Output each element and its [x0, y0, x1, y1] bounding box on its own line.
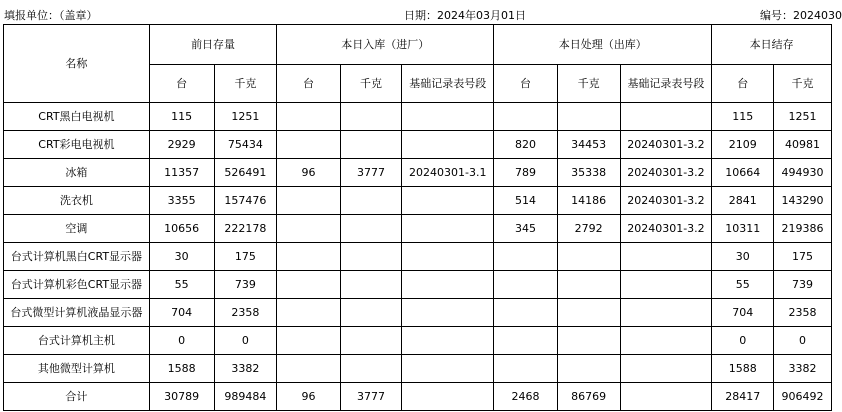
cell-prev-tai: 11357	[149, 159, 214, 187]
cell-out-tai	[494, 103, 558, 131]
col-header-in-record: 基础记录表号段	[402, 65, 494, 103]
cell-prev-kg: 222178	[214, 215, 277, 243]
cell-prev-tai: 1588	[149, 355, 214, 383]
cell-in-record	[402, 215, 494, 243]
cell-name: 冰箱	[4, 159, 150, 187]
report-number: 编号：2024030	[760, 9, 842, 22]
cell-out-record: 20240301-3.2	[620, 187, 712, 215]
cell-out-tai: 514	[494, 187, 558, 215]
cell-out-kg	[557, 299, 620, 327]
cell-in-tai	[277, 355, 340, 383]
cell-name: CRT彩电电视机	[4, 131, 150, 159]
cell-in-tai	[277, 299, 340, 327]
table-row	[4, 243, 832, 271]
cell-out-record: 20240301-3.2	[620, 159, 712, 187]
cell-out-kg	[557, 327, 620, 355]
cell-bal-kg: 3382	[774, 355, 832, 383]
table-row	[4, 187, 832, 215]
cell-bal-kg: 175	[774, 243, 832, 271]
cell-out-tai: 789	[494, 159, 558, 187]
cell-in-kg	[340, 103, 402, 131]
cell-bal-tai: 0	[712, 327, 774, 355]
cell-name: CRT黑白电视机	[4, 103, 150, 131]
cell-bal-kg: 143290	[774, 187, 832, 215]
cell-in-record	[402, 383, 494, 411]
cell-prev-kg: 2358	[214, 299, 277, 327]
cell-bal-tai: 115	[712, 103, 774, 131]
cell-bal-tai: 704	[712, 299, 774, 327]
cell-out-kg	[557, 271, 620, 299]
cell-in-tai	[277, 215, 340, 243]
cell-name: 洗衣机	[4, 187, 150, 215]
cell-prev-tai: 0	[149, 327, 214, 355]
cell-out-record	[620, 355, 712, 383]
cell-bal-tai: 30	[712, 243, 774, 271]
cell-bal-kg: 739	[774, 271, 832, 299]
cell-prev-tai: 704	[149, 299, 214, 327]
col-header-in-kg: 千克	[340, 65, 402, 103]
inventory-table	[3, 24, 832, 411]
cell-name: 空调	[4, 215, 150, 243]
cell-prev-kg: 526491	[214, 159, 277, 187]
cell-prev-tai: 55	[149, 271, 214, 299]
cell-bal-tai: 2841	[712, 187, 774, 215]
col-group-inbound: 本日入库（进厂）	[277, 25, 494, 65]
cell-out-kg: 35338	[557, 159, 620, 187]
cell-prev-kg: 175	[214, 243, 277, 271]
cell-out-kg: 34453	[557, 131, 620, 159]
cell-in-kg	[340, 355, 402, 383]
cell-out-tai	[494, 299, 558, 327]
cell-prev-kg: 739	[214, 271, 277, 299]
col-header-out-kg: 千克	[557, 65, 620, 103]
cell-in-tai: 96	[277, 159, 340, 187]
cell-bal-tai: 2109	[712, 131, 774, 159]
cell-in-tai	[277, 103, 340, 131]
cell-prev-tai: 115	[149, 103, 214, 131]
cell-in-kg	[340, 271, 402, 299]
table-row	[4, 299, 832, 327]
cell-prev-tai: 30	[149, 243, 214, 271]
cell-out-tai: 820	[494, 131, 558, 159]
table-row	[4, 103, 832, 131]
table-row	[4, 131, 832, 159]
cell-bal-kg: 0	[774, 327, 832, 355]
col-group-previous-stock: 前日存量	[149, 25, 276, 65]
cell-out-kg: 14186	[557, 187, 620, 215]
cell-in-record	[402, 187, 494, 215]
cell-in-record: 20240301-3.1	[402, 159, 494, 187]
table-row	[4, 271, 832, 299]
table-row	[4, 355, 832, 383]
cell-in-kg	[340, 215, 402, 243]
cell-prev-kg: 989484	[214, 383, 277, 411]
cell-out-tai	[494, 327, 558, 355]
cell-bal-tai: 55	[712, 271, 774, 299]
cell-in-record	[402, 243, 494, 271]
cell-out-record	[620, 271, 712, 299]
cell-bal-kg: 1251	[774, 103, 832, 131]
cell-name: 台式计算机主机	[4, 327, 150, 355]
report-date: 日期：2024年03月01日	[404, 9, 526, 22]
col-group-balance: 本日结存	[712, 25, 832, 65]
cell-out-record: 20240301-3.2	[620, 215, 712, 243]
cell-in-record	[402, 327, 494, 355]
cell-in-tai	[277, 271, 340, 299]
cell-in-kg: 3777	[340, 159, 402, 187]
cell-prev-kg: 75434	[214, 131, 277, 159]
cell-bal-tai: 28417	[712, 383, 774, 411]
cell-name: 其他微型计算机	[4, 355, 150, 383]
cell-in-kg	[340, 131, 402, 159]
cell-bal-kg: 906492	[774, 383, 832, 411]
cell-bal-kg: 2358	[774, 299, 832, 327]
cell-out-record	[620, 383, 712, 411]
cell-prev-tai: 3355	[149, 187, 214, 215]
cell-bal-kg: 219386	[774, 215, 832, 243]
cell-name: 台式计算机彩色CRT显示器	[4, 271, 150, 299]
cell-in-tai	[277, 187, 340, 215]
cell-in-record	[402, 299, 494, 327]
table-row	[4, 215, 832, 243]
cell-in-record	[402, 355, 494, 383]
cell-in-tai	[277, 243, 340, 271]
cell-out-tai: 345	[494, 215, 558, 243]
cell-name: 台式微型计算机液晶显示器	[4, 299, 150, 327]
cell-out-tai	[494, 355, 558, 383]
cell-out-tai: 2468	[494, 383, 558, 411]
cell-name: 台式计算机黑白CRT显示器	[4, 243, 150, 271]
cell-name: 合计	[4, 383, 150, 411]
cell-in-kg	[340, 327, 402, 355]
cell-out-record	[620, 299, 712, 327]
col-header-out-tai: 台	[494, 65, 558, 103]
cell-prev-kg: 3382	[214, 355, 277, 383]
cell-bal-tai: 10664	[712, 159, 774, 187]
cell-bal-tai: 10311	[712, 215, 774, 243]
cell-out-record	[620, 327, 712, 355]
table-row	[4, 159, 832, 187]
table-row	[4, 383, 832, 411]
cell-in-kg: 3777	[340, 383, 402, 411]
col-header-prev-kg: 千克	[214, 65, 277, 103]
cell-bal-kg: 40981	[774, 131, 832, 159]
cell-in-tai	[277, 131, 340, 159]
cell-out-tai	[494, 243, 558, 271]
cell-out-record	[620, 103, 712, 131]
cell-bal-tai: 1588	[712, 355, 774, 383]
col-group-processed: 本日处理（出库）	[494, 25, 712, 65]
report-header	[0, 0, 842, 24]
cell-prev-kg: 157476	[214, 187, 277, 215]
cell-in-record	[402, 103, 494, 131]
col-header-prev-tai: 台	[149, 65, 214, 103]
cell-in-record	[402, 271, 494, 299]
cell-prev-tai: 2929	[149, 131, 214, 159]
cell-out-record: 20240301-3.2	[620, 131, 712, 159]
col-header-bal-tai: 台	[712, 65, 774, 103]
cell-in-kg	[340, 187, 402, 215]
cell-out-tai	[494, 271, 558, 299]
cell-in-record	[402, 131, 494, 159]
col-header-out-record: 基础记录表号段	[620, 65, 712, 103]
cell-prev-tai: 10656	[149, 215, 214, 243]
cell-out-record	[620, 243, 712, 271]
col-header-in-tai: 台	[277, 65, 340, 103]
cell-bal-kg: 494930	[774, 159, 832, 187]
cell-out-kg	[557, 103, 620, 131]
cell-in-tai	[277, 327, 340, 355]
cell-in-kg	[340, 243, 402, 271]
cell-out-kg: 2792	[557, 215, 620, 243]
col-header-name: 名称	[4, 25, 150, 103]
cell-out-kg: 86769	[557, 383, 620, 411]
table-row	[4, 327, 832, 355]
cell-in-tai: 96	[277, 383, 340, 411]
cell-out-kg	[557, 355, 620, 383]
cell-out-kg	[557, 243, 620, 271]
cell-prev-tai: 30789	[149, 383, 214, 411]
cell-in-kg	[340, 299, 402, 327]
col-header-bal-kg: 千克	[774, 65, 832, 103]
cell-prev-kg: 0	[214, 327, 277, 355]
filing-unit-label: 填报单位：（盖章）	[4, 9, 98, 22]
cell-prev-kg: 1251	[214, 103, 277, 131]
